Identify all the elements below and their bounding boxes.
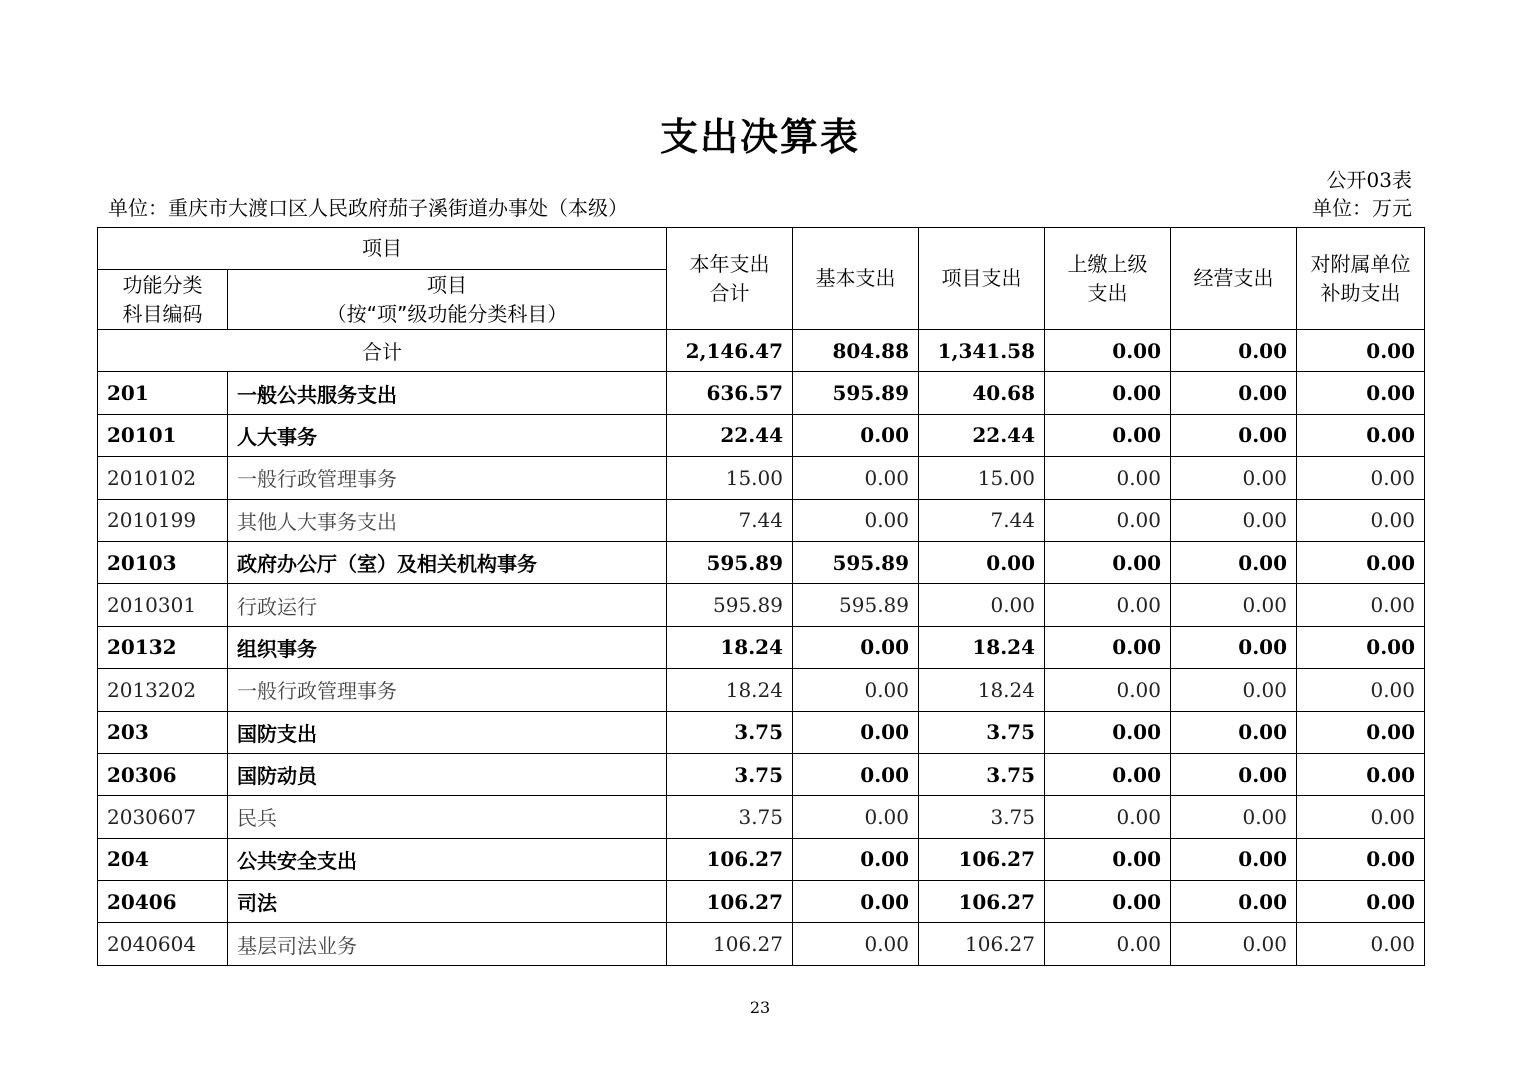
currency-unit: 单位：万元 [1312,196,1412,220]
operating-cell: 0.00 [1171,457,1297,499]
total-cell: 15.00 [667,457,793,499]
subsidy-cell: 0.00 [1297,669,1425,711]
project-cell: 3.75 [919,796,1045,838]
basic-cell: 0.00 [793,499,919,541]
remit-cell: 0.00 [1045,881,1171,923]
remit-cell: 0.00 [1045,753,1171,795]
total-cell: 595.89 [667,541,793,583]
header-total-line1: 本年支出 [689,251,770,276]
header-row-1 [98,228,1425,270]
total-row [98,330,1425,372]
table-row [98,541,1425,583]
remit-cell: 0.00 [1045,499,1171,541]
code-cell: 2010102 [98,457,228,499]
page-title: 支出决算表 [659,115,860,159]
project-cell: 1,341.58 [919,330,1045,372]
table-row [98,838,1425,880]
total-cell: 106.27 [667,881,793,923]
code-cell: 2040604 [98,923,228,965]
name-cell: 一般行政管理事务 [228,669,667,711]
name-cell: 司法 [228,881,667,923]
basic-cell: 0.00 [793,626,919,668]
total-cell: 106.27 [667,838,793,880]
header-basic: 基本支出 [793,228,919,330]
basic-cell: 0.00 [793,753,919,795]
basic-cell: 595.89 [793,584,919,626]
name-cell: 一般公共服务支出 [228,372,667,414]
name-cell: 国防动员 [228,753,667,795]
operating-cell: 0.00 [1171,796,1297,838]
total-cell: 22.44 [667,414,793,456]
subsidy-cell: 0.00 [1297,711,1425,753]
remit-cell: 0.00 [1045,626,1171,668]
header-code-line1: 功能分类 [122,272,203,297]
basic-cell: 0.00 [793,711,919,753]
basic-cell: 0.00 [793,669,919,711]
project-cell: 18.24 [919,669,1045,711]
operating-cell: 0.00 [1171,881,1297,923]
table-row [98,669,1425,711]
remit-cell: 0.00 [1045,669,1171,711]
reporting-unit: 单位：重庆市大渡口区人民政府茄子溪街道办事处（本级） [108,196,628,220]
code-cell: 20103 [98,541,228,583]
remit-cell: 0.00 [1045,923,1171,965]
remit-cell: 0.00 [1045,838,1171,880]
basic-cell: 0.00 [793,414,919,456]
subsidy-cell: 0.00 [1297,923,1425,965]
header-total [667,228,793,330]
page-number: 23 [749,998,771,1017]
operating-cell: 0.00 [1171,541,1297,583]
subsidy-cell: 0.00 [1297,414,1425,456]
operating-cell: 0.00 [1171,330,1297,372]
header-code-line2: 科目编码 [122,301,203,326]
operating-cell: 0.00 [1171,669,1297,711]
table-row [98,796,1425,838]
operating-cell: 0.00 [1171,499,1297,541]
table-row [98,499,1425,541]
name-cell: 一般行政管理事务 [228,457,667,499]
header-item-group: 项目 [98,228,667,270]
subsidy-cell: 0.00 [1297,796,1425,838]
header-code [98,270,228,330]
total-cell: 3.75 [667,711,793,753]
project-cell: 7.44 [919,499,1045,541]
name-cell: 民兵 [228,796,667,838]
remit-cell: 0.00 [1045,457,1171,499]
project-cell: 0.00 [919,584,1045,626]
project-cell: 40.68 [919,372,1045,414]
name-cell: 其他人大事务支出 [228,499,667,541]
remit-cell: 0.00 [1045,414,1171,456]
operating-cell: 0.00 [1171,626,1297,668]
code-cell: 2010199 [98,499,228,541]
remit-cell: 0.00 [1045,796,1171,838]
table-row [98,881,1425,923]
name-cell: 组织事务 [228,626,667,668]
header-remit-line2: 支出 [1087,280,1128,305]
header-name [228,270,667,330]
table-row [98,372,1425,414]
basic-cell: 0.00 [793,881,919,923]
code-cell: 203 [98,711,228,753]
subsidy-cell: 0.00 [1297,838,1425,880]
table-row [98,753,1425,795]
project-cell: 106.27 [919,838,1045,880]
subsidy-cell: 0.00 [1297,372,1425,414]
project-cell: 106.27 [919,881,1045,923]
code-cell: 2010301 [98,584,228,626]
project-cell: 18.24 [919,626,1045,668]
basic-cell: 0.00 [793,838,919,880]
code-cell: 20306 [98,753,228,795]
name-cell: 基层司法业务 [228,923,667,965]
code-cell: 20406 [98,881,228,923]
project-cell: 3.75 [919,753,1045,795]
code-cell: 201 [98,372,228,414]
remit-cell: 0.00 [1045,330,1171,372]
code-cell: 20132 [98,626,228,668]
name-cell: 国防支出 [228,711,667,753]
project-cell: 15.00 [919,457,1045,499]
basic-cell: 0.00 [793,923,919,965]
operating-cell: 0.00 [1171,372,1297,414]
expenditure-table [97,227,1425,966]
table-row [98,584,1425,626]
header-remit [1045,228,1171,330]
name-cell: 政府办公厅（室）及相关机构事务 [228,541,667,583]
header-name-line2: （按“项”级功能分类科目） [326,301,568,326]
total-cell: 2,146.47 [667,330,793,372]
header-name-line1: 项目 [427,272,467,297]
basic-cell: 804.88 [793,330,919,372]
subsidy-cell: 0.00 [1297,584,1425,626]
operating-cell: 0.00 [1171,414,1297,456]
subsidy-cell: 0.00 [1297,457,1425,499]
header-subsidy-line1: 对附属单位 [1310,251,1411,276]
header-total-line2: 合计 [709,280,750,305]
total-cell: 106.27 [667,923,793,965]
remit-cell: 0.00 [1045,372,1171,414]
subsidy-cell: 0.00 [1297,881,1425,923]
project-cell: 3.75 [919,711,1045,753]
remit-cell: 0.00 [1045,584,1171,626]
table-row [98,457,1425,499]
header-operating: 经营支出 [1171,228,1297,330]
basic-cell: 595.89 [793,372,919,414]
total-cell: 18.24 [667,626,793,668]
operating-cell: 0.00 [1171,923,1297,965]
basic-cell: 595.89 [793,541,919,583]
remit-cell: 0.00 [1045,711,1171,753]
basic-cell: 0.00 [793,796,919,838]
code-cell: 2030607 [98,796,228,838]
table-row [98,414,1425,456]
subsidy-cell: 0.00 [1297,499,1425,541]
operating-cell: 0.00 [1171,838,1297,880]
project-cell: 106.27 [919,923,1045,965]
subsidy-cell: 0.00 [1297,330,1425,372]
project-cell: 22.44 [919,414,1045,456]
code-cell: 20101 [98,414,228,456]
header-project: 项目支出 [919,228,1045,330]
total-cell: 595.89 [667,584,793,626]
total-cell: 18.24 [667,669,793,711]
subsidy-cell: 0.00 [1297,541,1425,583]
remit-cell: 0.00 [1045,541,1171,583]
form-code: 公开03表 [1326,168,1412,192]
header-subsidy-line2: 补助支出 [1320,280,1401,305]
project-cell: 0.00 [919,541,1045,583]
total-cell: 7.44 [667,499,793,541]
total-cell: 636.57 [667,372,793,414]
code-cell: 2013202 [98,669,228,711]
table-row [98,626,1425,668]
operating-cell: 0.00 [1171,753,1297,795]
name-cell: 人大事务 [228,414,667,456]
table-row [98,711,1425,753]
name-cell: 行政运行 [228,584,667,626]
table-row [98,923,1425,965]
operating-cell: 0.00 [1171,711,1297,753]
header-subsidy [1297,228,1425,330]
total-cell: 3.75 [667,753,793,795]
subsidy-cell: 0.00 [1297,753,1425,795]
code-cell: 204 [98,838,228,880]
subsidy-cell: 0.00 [1297,626,1425,668]
name-cell: 公共安全支出 [228,838,667,880]
header-remit-line1: 上缴上级 [1067,251,1148,276]
operating-cell: 0.00 [1171,584,1297,626]
total-cell: 3.75 [667,796,793,838]
basic-cell: 0.00 [793,457,919,499]
total-label: 合计 [98,330,667,372]
